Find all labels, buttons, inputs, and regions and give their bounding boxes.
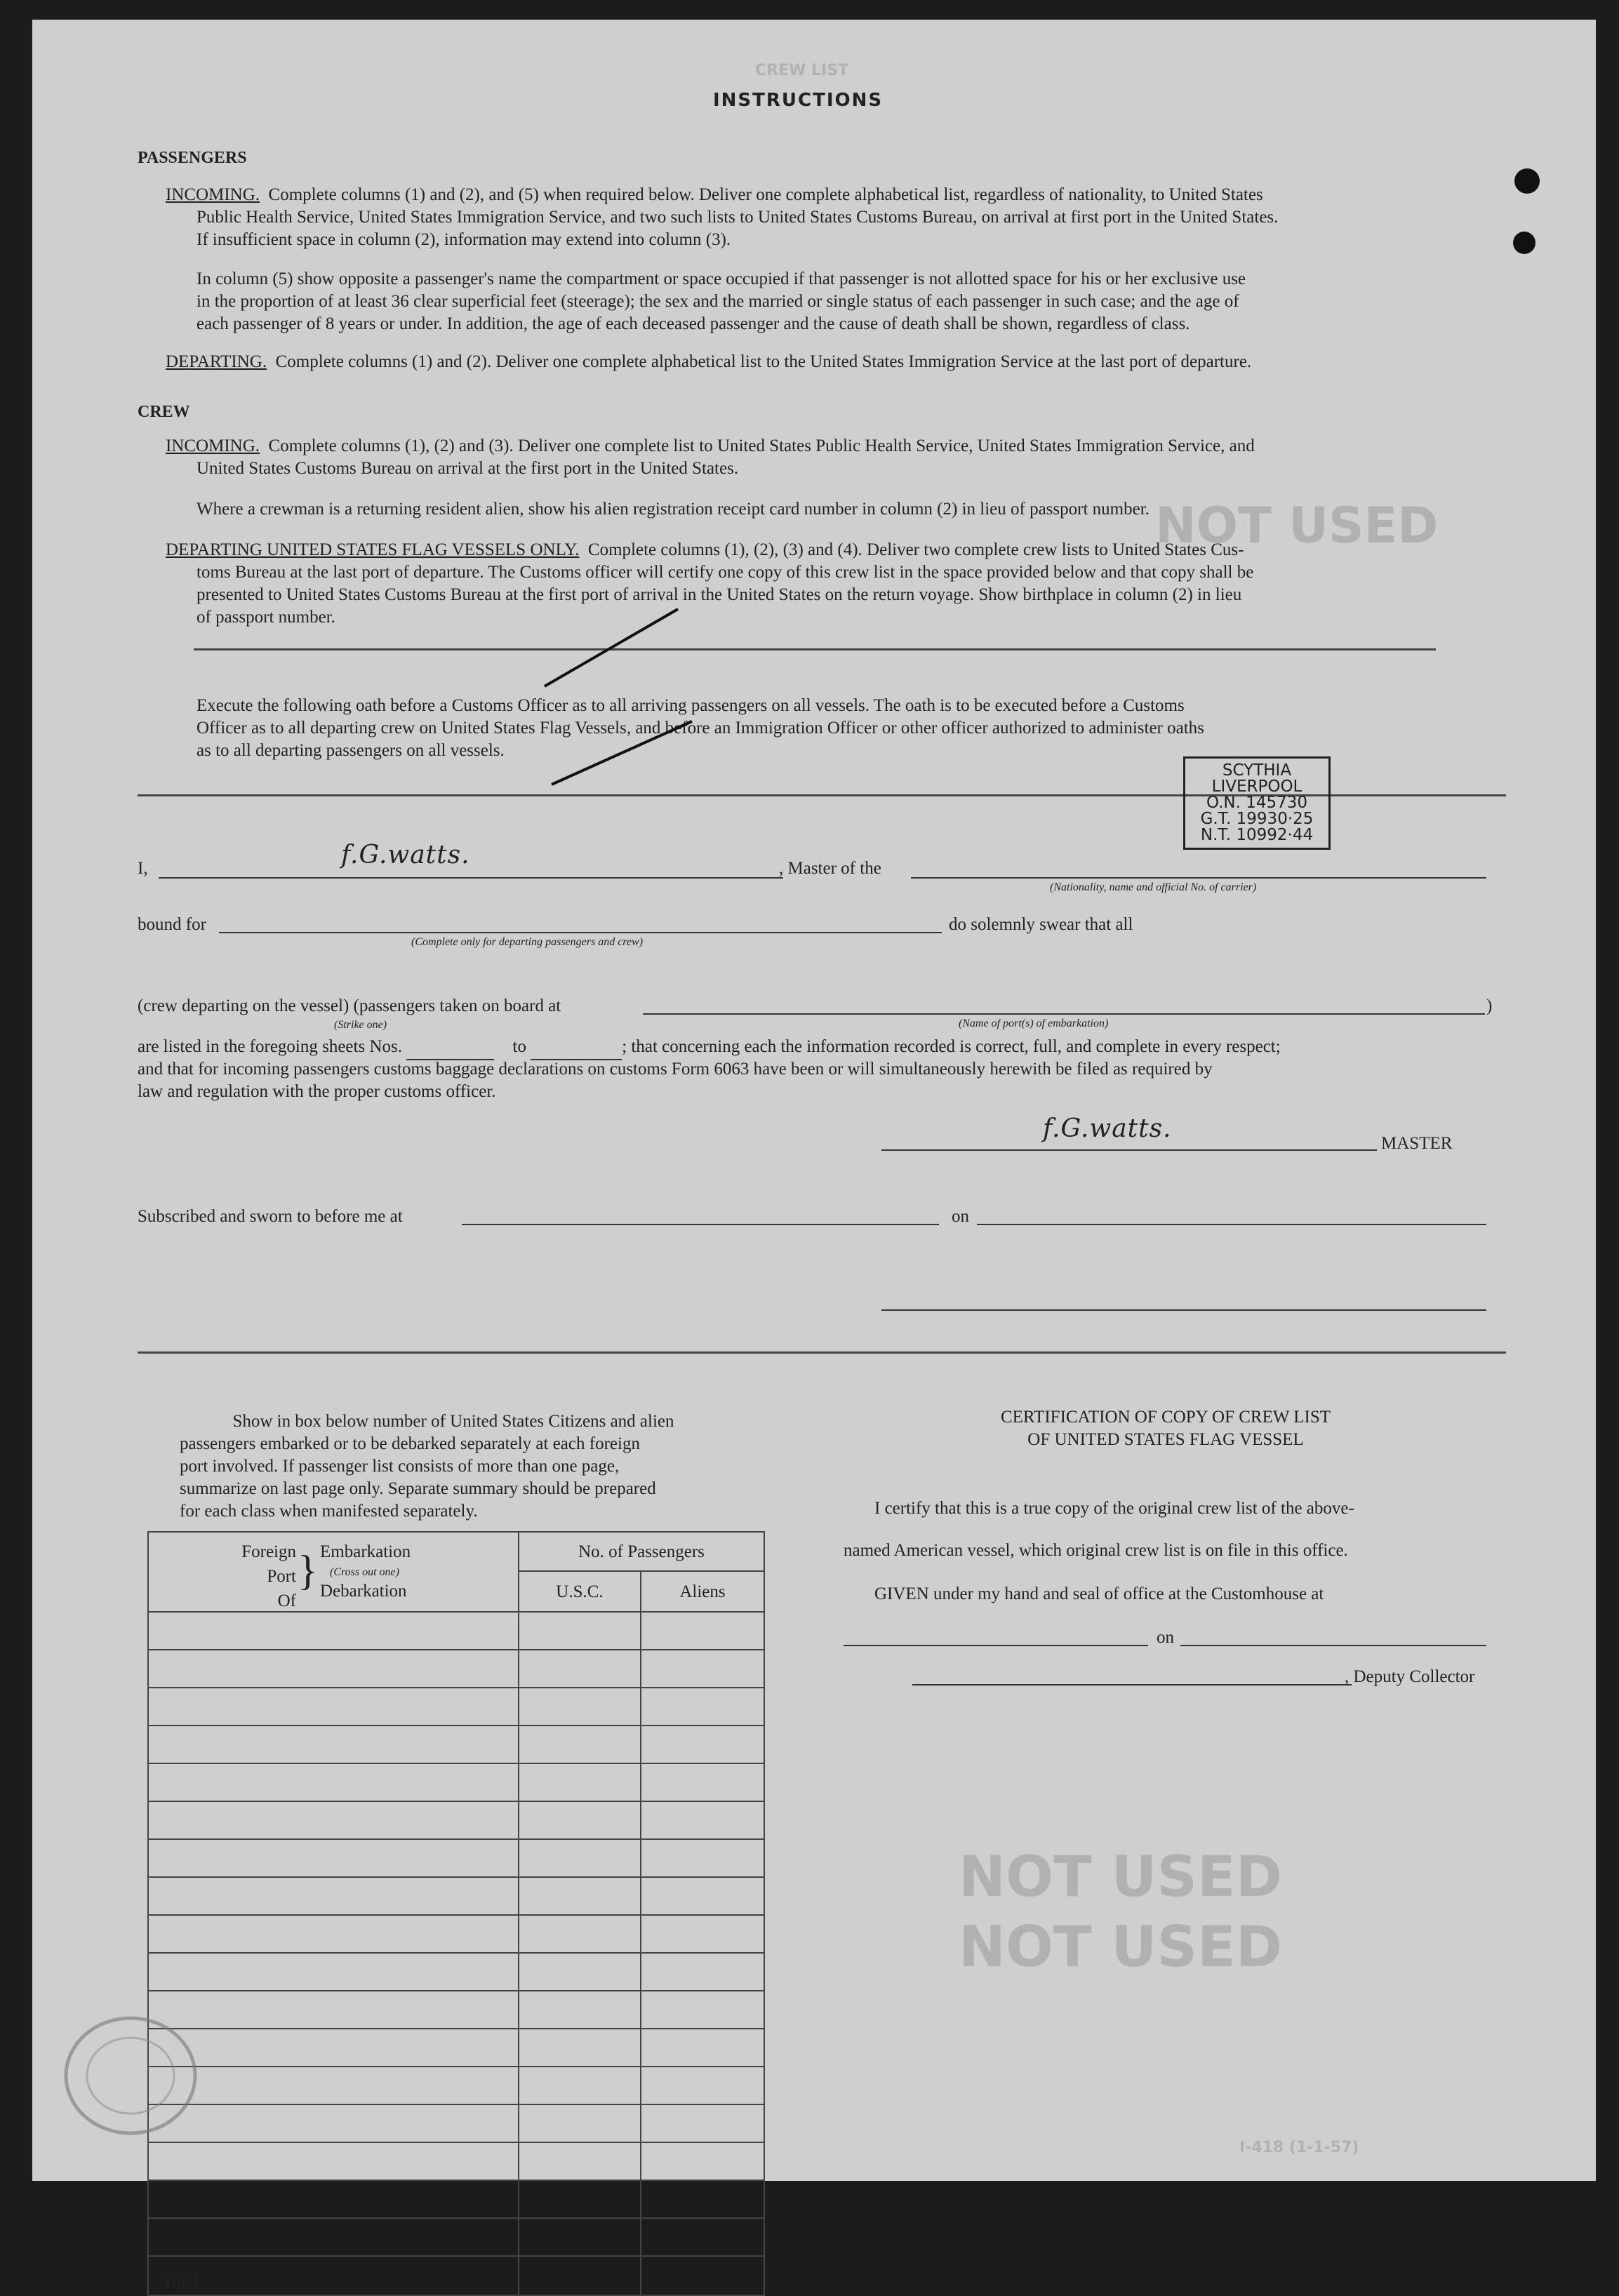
passengers-incoming-line2: Public Health Service, United States Immigration Service, and two such lists to United States Customs Bureau, on arrival at first port in the United States. (196, 208, 1279, 227)
certification-on-label: on (1157, 1628, 1174, 1647)
bleed-not-used-3: NOT USED (959, 1914, 1283, 1980)
table-row (148, 1801, 764, 1839)
listed-line3: law and regulation with the proper customs officer. (138, 1082, 496, 1101)
table-row (148, 2218, 764, 2256)
ports-field[interactable] (643, 1013, 1485, 1015)
certification-line2: named American vessel, which original crew list is on file in this office. (844, 1541, 1348, 1560)
total-label: Total (148, 2256, 519, 2295)
embarkation-label: Embarkation (320, 1542, 411, 1561)
i-label: I, (138, 859, 148, 878)
divider (194, 648, 1436, 650)
cell[interactable] (641, 1991, 764, 2029)
summary-note-line5: for each class when manifested separately. (180, 1502, 478, 1521)
cell[interactable] (519, 1915, 641, 1953)
cell[interactable] (519, 1650, 641, 1688)
stamp-line: LIVERPOOL (1211, 777, 1302, 796)
cell[interactable] (148, 1877, 519, 1915)
master-name-signature: f.G.watts. (341, 841, 470, 869)
cell[interactable] (519, 2067, 641, 2104)
master-label: MASTER (1381, 1134, 1453, 1153)
listed-line2: and that for incoming passengers customs baggage declarations on customs Form 6063 have been or will simultaneously herewith be filed as required by (138, 1060, 1213, 1079)
sworn-date-field[interactable] (977, 1224, 1486, 1225)
swear-text: do solemnly swear that all (949, 915, 1133, 934)
port-header-cell (148, 1532, 519, 1612)
column5-line1: In column (5) show opposite a passenger's name the compartment or space occupied if that passenger is not allotted space for his or her exclusive use (196, 269, 1246, 288)
table-row (148, 1763, 764, 1801)
port-labels (226, 1540, 296, 1613)
cell[interactable] (641, 1839, 764, 1877)
foreign-label: Foreign (241, 1542, 296, 1561)
cell[interactable] (148, 2180, 519, 2218)
stamp-line: O.N. 145730 (1206, 794, 1308, 812)
text: to (512, 1037, 526, 1056)
office-seal-icon (60, 2013, 201, 2139)
cell[interactable] (148, 1726, 519, 1763)
usc-header: U.S.C. (519, 1571, 641, 1612)
close-paren: ) (1486, 996, 1493, 1015)
cell[interactable] (148, 1915, 519, 1953)
summary-note-line2: passengers embarked or to be debarked separately at each foreign (180, 1434, 640, 1453)
no-passengers-header: No. of Passengers (519, 1532, 764, 1571)
cell[interactable] (148, 1991, 519, 2029)
stamp-line: G.T. 19930·25 (1200, 810, 1314, 828)
sworn-on-label: on (952, 1207, 969, 1226)
cell[interactable] (641, 1612, 764, 1650)
nationality-caption: (Nationality, name and official No. of carrier) (1050, 881, 1257, 893)
table-row (148, 1688, 764, 1726)
cell[interactable] (641, 2029, 764, 2067)
cell[interactable] (641, 1915, 764, 1953)
column5-line3: each passenger of 8 years or under. In addition, the age of each deceased passenger and the cause of death shall be shown, regardless of class. (196, 314, 1190, 333)
certification-line3: GIVEN under my hand and seal of office at the Customhouse at (874, 1584, 1324, 1603)
cell[interactable] (641, 1726, 764, 1763)
of-label: Of (277, 1591, 296, 1610)
oath-intro-line1: Execute the following oath before a Customs Officer as to all arriving passengers on all vessels. The oath is to be executed before a Customs (196, 696, 1185, 715)
bleed-crew-list: CREW LIST (755, 62, 849, 79)
divider (138, 1351, 1506, 1354)
cell[interactable] (148, 2218, 519, 2256)
cell[interactable] (519, 2218, 641, 2256)
certification-title-line1: CERTIFICATION OF COPY OF CREW LIST (1000, 1408, 1331, 1427)
deputy-collector-label: , Deputy Collector (1345, 1667, 1475, 1686)
table-row (148, 1839, 764, 1877)
summary-note-line3: port involved. If passenger list consists of more than one page, (180, 1457, 620, 1476)
ports-caption: (Name of port(s) of embarkation) (959, 1017, 1109, 1029)
cross-out-label: (Cross out one) (330, 1566, 399, 1578)
passengers-incoming-line1 (166, 182, 1263, 207)
text: Complete columns (1) and (2). Deliver one complete alphabetical list to the United States Immigration Service at the last port of departure. (275, 352, 1252, 371)
text: are listed in the foregoing sheets Nos. (138, 1037, 402, 1056)
crew-departing-line3: presented to United States Customs Bureau at the first port of arrival in the United States on the return voyage. Show birthplace in column (2) in lieu (196, 585, 1242, 604)
cell[interactable] (519, 1612, 641, 1650)
sworn-at-field[interactable] (462, 1224, 939, 1225)
document-page (32, 20, 1596, 2292)
cell[interactable] (641, 1650, 764, 1688)
cell[interactable] (148, 2067, 519, 2104)
crew-passengers-text: (crew departing on the vessel) (passengers taken on board at (138, 996, 561, 1015)
total-row (148, 2256, 764, 2295)
cell[interactable] (148, 1953, 519, 1991)
certification-date-field[interactable] (1180, 1645, 1486, 1646)
bleed-not-used-2: NOT USED (959, 1844, 1283, 1909)
text: Complete columns (1) and (2), and (5) when required below. Deliver one complete alphabetical list, regardless of nationality, to United States (268, 185, 1263, 204)
passengers-departing (166, 349, 1251, 374)
table-row (148, 1953, 764, 1991)
table-row (148, 2067, 764, 2104)
cell[interactable] (148, 2029, 519, 2067)
customhouse-field[interactable] (844, 1645, 1148, 1646)
port-label: Port (267, 1567, 296, 1586)
officer-signature-field[interactable] (881, 1309, 1486, 1311)
crew-heading: CREW (138, 403, 190, 421)
passenger-summary-table (147, 1531, 765, 2296)
cell[interactable] (519, 1877, 641, 1915)
summary-note-line1: Show in box below number of United States Citizens and alien (232, 1412, 674, 1431)
bleed-form-number: I-418 (1-1-57) (1239, 2139, 1359, 2156)
crew-departing-line1 (166, 538, 1244, 562)
text: Complete columns (1), (2) and (3). Deliver one complete list to United States Public Health Service, United States Immigration Service, and (268, 436, 1255, 455)
master-signature: f.G.watts. (1043, 1114, 1172, 1143)
incoming-label: INCOMING. (166, 436, 260, 455)
cell[interactable] (519, 1953, 641, 1991)
oath-intro-line2: Officer as to all departing crew on United States Flag Vessels, and before an Immigration Officer or other officer authorized to administer oaths (196, 719, 1204, 737)
cell[interactable] (148, 1763, 519, 1801)
embark-labels (320, 1540, 411, 1602)
cell[interactable] (519, 1688, 641, 1726)
alien-text: Where a crewman is a returning resident alien, show his alien registration receipt card number in column (2) in lieu of passport number. (196, 500, 1150, 519)
cell[interactable] (519, 1839, 641, 1877)
stamp-line: SCYTHIA (1222, 761, 1292, 780)
bound-for-label: bound for (138, 915, 206, 934)
table-row (148, 2104, 764, 2142)
cell[interactable] (148, 1839, 519, 1877)
cell[interactable] (641, 1763, 764, 1801)
vessel-field[interactable] (911, 877, 1486, 879)
cell[interactable] (148, 1688, 519, 1726)
strike-one-caption: (Strike one) (334, 1019, 387, 1031)
crew-departing-line2: toms Bureau at the last port of departure. The Customs officer will certify one copy of this crew list in the space provided below and that copy shall be (196, 563, 1254, 582)
total-usc-cell[interactable] (519, 2256, 641, 2295)
table-row (148, 1612, 764, 1650)
text: Complete columns (1), (2), (3) and (4). Deliver two complete crew lists to United States Cus- (587, 540, 1244, 559)
cell[interactable] (641, 2142, 764, 2180)
table-row (148, 1877, 764, 1915)
table-row (148, 2029, 764, 2067)
cell[interactable] (519, 1801, 641, 1839)
text: ; that concerning each the information recorded is correct, full, and complete in every respect; (622, 1037, 1281, 1056)
ink-blot-icon (1499, 153, 1555, 279)
certification-title-line2: OF UNITED STATES FLAG VESSEL (1027, 1430, 1304, 1449)
cell[interactable] (641, 1953, 764, 1991)
passengers-incoming-line3: If insufficient space in column (2), information may extend into column (3). (196, 230, 731, 249)
crew-incoming-line2: United States Customs Bureau on arrival at the first port in the United States. (196, 459, 739, 478)
cell[interactable] (519, 1726, 641, 1763)
cell[interactable] (148, 1801, 519, 1839)
departing-label: DEPARTING. (166, 352, 267, 371)
master-signature-field[interactable] (881, 1149, 1377, 1151)
crew-incoming-line1 (166, 434, 1255, 458)
table-row (148, 2180, 764, 2218)
table-row (148, 1650, 764, 1688)
cell[interactable] (148, 1612, 519, 1650)
master-of-label: , Master of the (779, 859, 881, 878)
table-row (148, 2142, 764, 2180)
cell[interactable] (519, 1991, 641, 2029)
debarkation-label: Debarkation (320, 1582, 407, 1601)
cell[interactable] (641, 2104, 764, 2142)
bound-for-caption: (Complete only for departing passengers and crew) (411, 936, 644, 948)
cell[interactable] (148, 2142, 519, 2180)
cell[interactable] (519, 2029, 641, 2067)
table-row (148, 1915, 764, 1953)
certification-line1: I certify that this is a true copy of the original crew list of the above- (874, 1499, 1354, 1518)
subscribed-label: Subscribed and sworn to before me at (138, 1207, 403, 1226)
crew-departing-line4: of passport number. (196, 608, 335, 627)
cell[interactable] (519, 2142, 641, 2180)
deputy-signature-field[interactable] (912, 1684, 1352, 1686)
bleed-not-used-1: NOT USED (1155, 497, 1439, 554)
page-title: INSTRUCTIONS (713, 90, 884, 111)
incoming-label: INCOMING. (166, 185, 260, 204)
summary-note-line4: summarize on last page only. Separate summary should be prepared (180, 1479, 656, 1498)
aliens-header: Aliens (641, 1571, 764, 1612)
cell[interactable] (148, 1650, 519, 1688)
stamp-line: N.T. 10992·44 (1200, 826, 1314, 844)
cell[interactable] (641, 1801, 764, 1839)
table-row (148, 1991, 764, 2029)
vessel-stamp (1183, 756, 1331, 850)
cell[interactable] (148, 2104, 519, 2142)
master-name-field[interactable] (159, 877, 783, 879)
table-row (148, 1726, 764, 1763)
cell[interactable] (641, 2067, 764, 2104)
cell[interactable] (519, 2104, 641, 2142)
column5-line2: in the proportion of at least 36 clear superficial feet (steerage); the sex and the married or single status of each passenger in such case; and the age of (196, 292, 1239, 311)
oath-intro-line3: as to all departing passengers on all vessels. (196, 741, 505, 760)
cell[interactable] (641, 2180, 764, 2218)
total-aliens-cell[interactable] (641, 2256, 764, 2295)
pen-strokes (524, 595, 706, 806)
passengers-heading: PASSENGERS (138, 149, 247, 167)
brace-icon: } (298, 1547, 318, 1594)
cell[interactable] (641, 2218, 764, 2256)
cell[interactable] (519, 2180, 641, 2218)
cell[interactable] (519, 1763, 641, 1801)
bound-for-field[interactable] (219, 932, 942, 933)
departing-flag-label: DEPARTING UNITED STATES FLAG VESSELS ONLY. (166, 540, 580, 559)
cell[interactable] (641, 1688, 764, 1726)
cell[interactable] (641, 1877, 764, 1915)
